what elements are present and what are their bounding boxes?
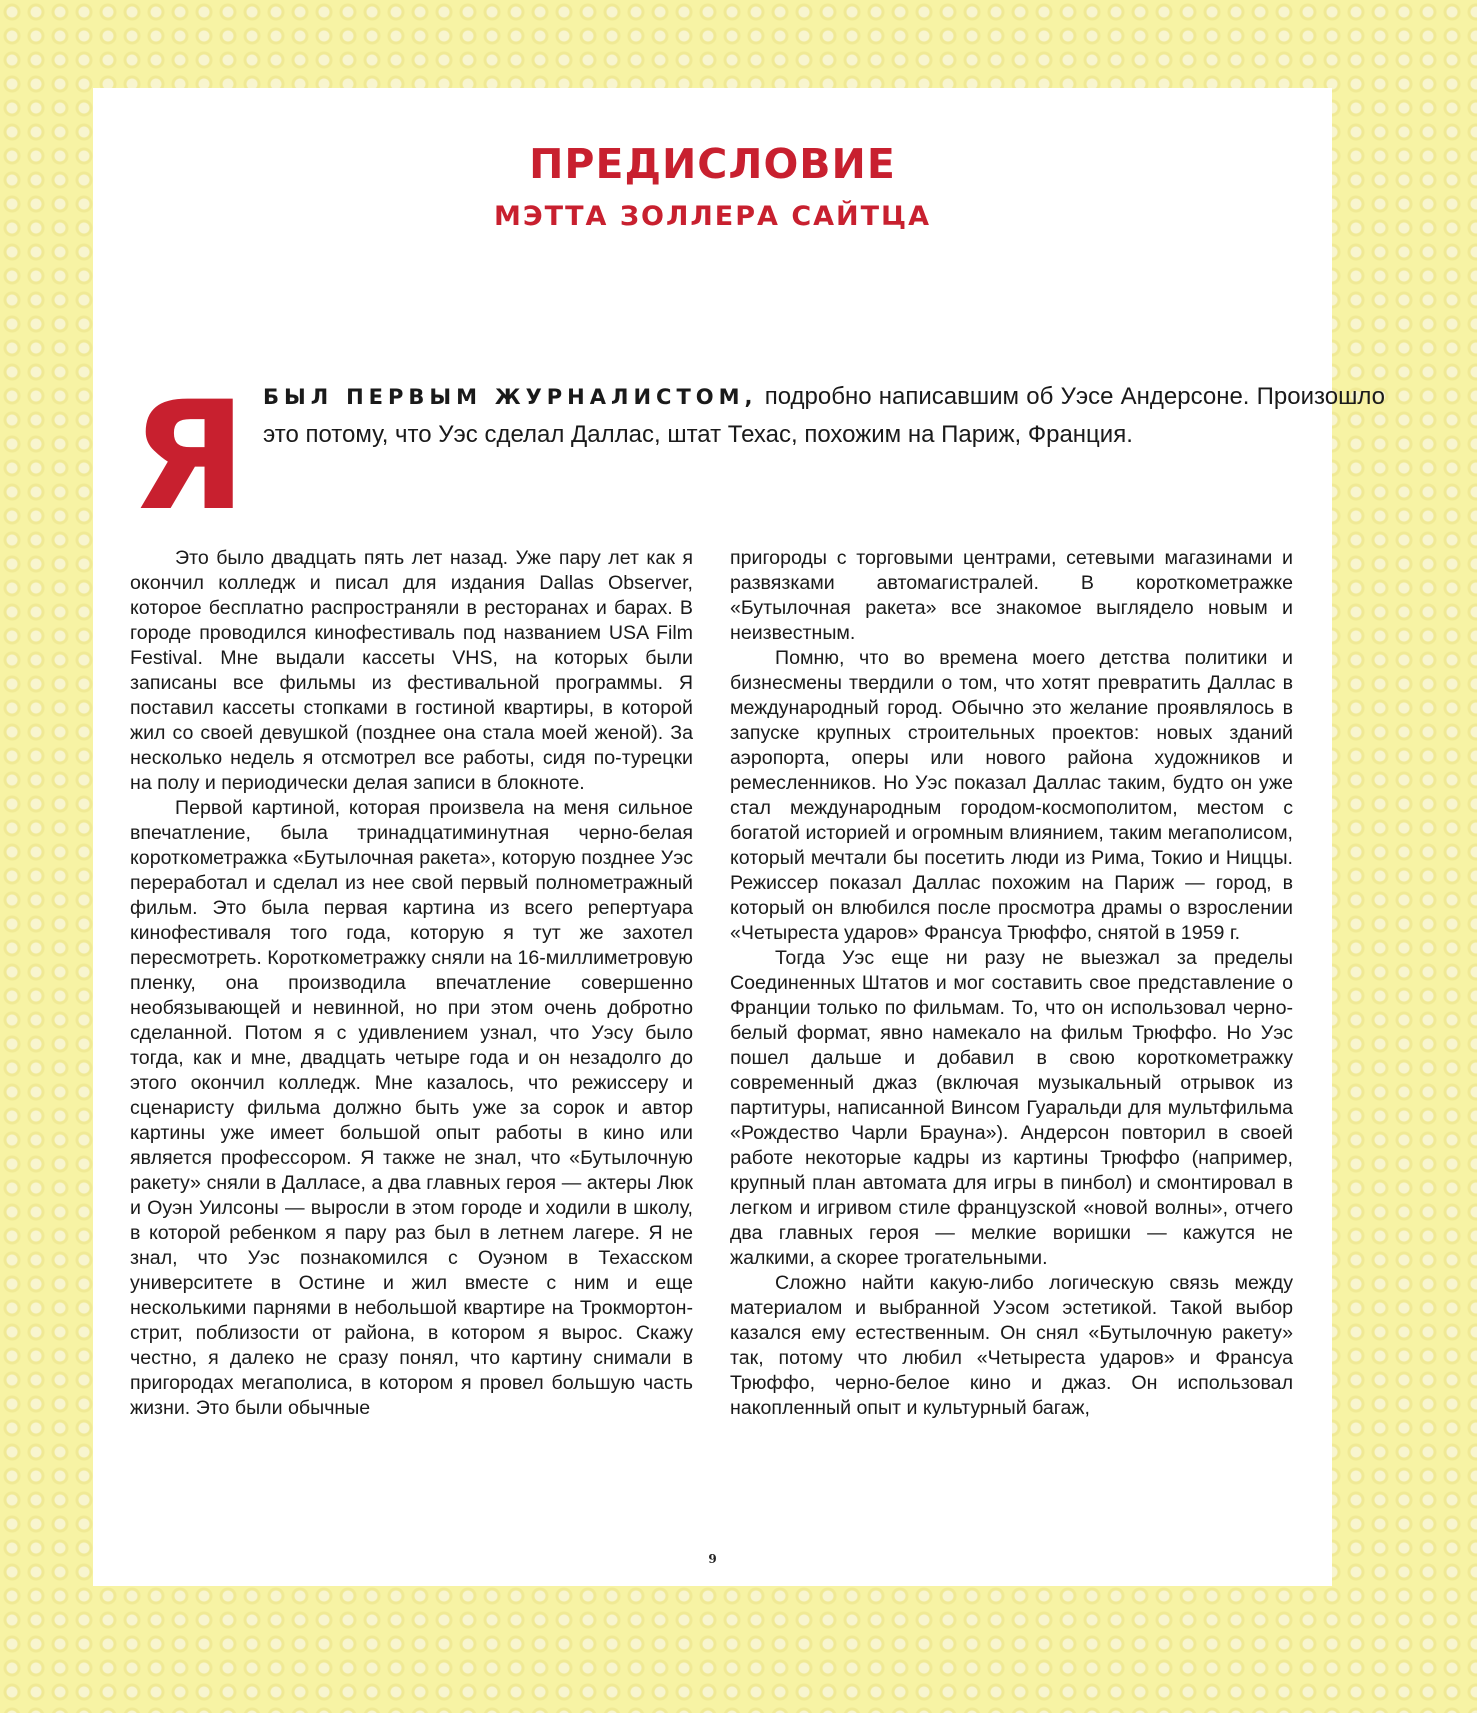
page-number: 9 [708,1552,717,1566]
page [93,88,1385,1586]
lead-paragraph [263,378,1385,453]
page-subtitle: МЭТТА ЗОЛЛЕРА САЙТЦА [494,201,931,232]
body-paragraph: Помню, что во времена моего детства политики и бизнесмены твердили о том, что хотят превратить Даллас в международный город. Обычно это желание проявлялось в запуске крупных строительных проектов: новых зданий аэропорта, оперы или нового района художников и ремесленников. Но Уэс показал Даллас таким, будто он уже стал международным городом-космополитом, местом с богатой историей и огромным влиянием, таким мегаполисом, который мечтали бы посетить люди из Рима, Токио и Ниццы. Режиссер показал Даллас похожим на Париж — город, в который он влюбился после просмотра драмы о взрослении «Четыреста ударов» Франсуа Трюффо, снятой в 1959 г. [730,647,1293,944]
lead-strong-text: БЫЛ ПЕРВЫМ ЖУРНАЛИСТОМ, [263,385,758,409]
body-paragraph: Первой картиной, которая произвела на меня сильное впечатление, была тринадцатиминутная черно-белая короткометражка «Бутылочная ракета», которую позднее Уэс переработал и сделал из нее свой первый полнометражный фильм. Это была первая картина из всего репертуара кинофестиваля того года, которую я тут же захотел пересмотреть. Короткометражку сняли на 16-миллиметровую пленку, она производила впечатление совершенно необязывающей и невинной, но при этом очень добротно сделанной. Потом я с удивлением узнал, что Уэсу было тогда, как и мне, двадцать четыре года и он незадолго до этого окончил колледж. Мне казалось, что режиссеру и сценаристу фильма должно быть уже за сорок и автор картины уже имеет большой опыт работы в кино или является профессором. Я также не знал, что «Бутылочную ракету» сняли в Далласе, а два главных героя — актеры Люк и Оуэн Уилсоны — выросли в этом городе и ходили в школу, в которой ребенком я пару раз был в летнем лагере. Я не знал, что Уэс познакомился с Оуэном в Техасском университете в Остине и жил вместе с ним и еще несколькими парнями в небольшой квартире на Трокмортон-стрит, поблизости от района, в котором я вырос. Скажу честно, я далеко не сразу понял, что картину снимали в пригородах мегаполиса, в котором я провел большую часть жизни. Это были обычные [130,797,693,1419]
body-paragraph: пригороды с торговыми центрами, сетевыми магазинами и развязками автомагистралей. В короткометражке «Бутылочная ракета» все знакомое выглядело новым и неизвестным. [730,547,1293,644]
page-title: ПРЕДИСЛОВИЕ [529,140,896,188]
body-paragraph: Это было двадцать пять лет назад. Уже пару лет как я окончил колледж и писал для издания Dallas Observer, которое бесплатно распространяли в ресторанах и барах. В городе проводился кинофестиваль под названием USA Film Festival. Мне выдали кассеты VHS, на которых были записаны все фильмы из фестивальной программы. Я поставил кассеты стопками в гостиной квартиры, в которой жил со своей девушкой (позднее она стала моей женой). За несколько недель я отсмотрел все работы, сидя по-турецки на полу и периодически делая записи в блокноте. [130,547,693,794]
column-left [130,546,693,1421]
column-right [730,546,1293,1421]
body-paragraph: Тогда Уэс еще ни разу не выезжал за пределы Соединенных Штатов и мог составить свое представление о Франции только по фильмам. То, что он использовал черно-белый формат, явно намекало на фильм Трюффо. Но Уэс пошел дальше и добавил в свою короткометражку современный джаз (включая музыкальный отрывок из партитуры, написанной Винсом Гуаральди для мультфильма «Рождество Чарли Брауна»). Андерсон повторил в своей работе некоторые кадры из картины Трюффо (например, крупный план автомата для игры в пинбол) и смонтировал в легком и игривом стиле французской «новой волны», отчего два главных героя — мелкие воришки — кажутся не жалкими, а скорее трогательными. [730,947,1293,1269]
lead-text: подробно написавшим об Уэсе Андерсоне. Произошло это потому, что Уэс сделал Даллас, штат Техас, похожим на Париж, Франция. [263,383,1385,448]
body-paragraph: Сложно найти какую-либо логическую связь между материалом и выбранной Уэсом эстетикой. Такой выбор казался ему естественным. Он снял «Бутылочную ракету» так, потому что любил «Четыреста ударов» и Франсуа Трюффо, черно-белое кино и джаз. Он использовал накопленный опыт и культурный багаж, [730,1272,1293,1419]
drop-cap: Я [131,370,247,544]
